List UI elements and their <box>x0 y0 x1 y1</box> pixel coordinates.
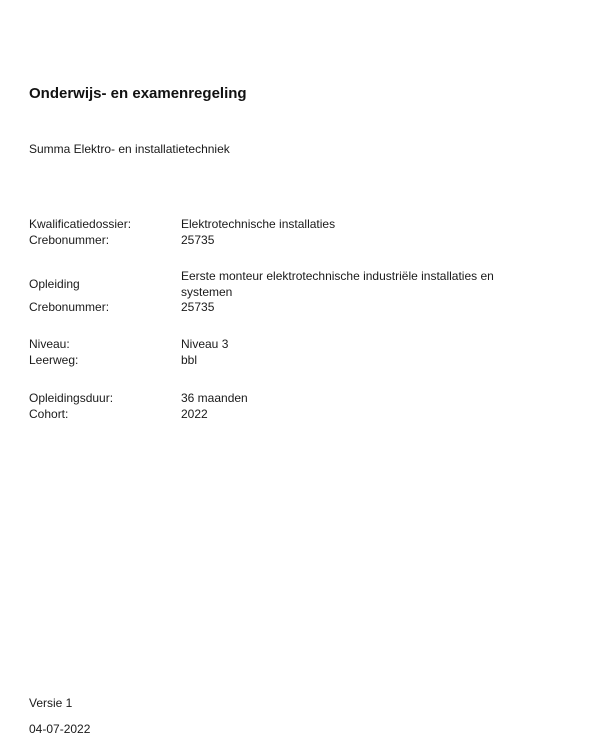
cohort-row <box>29 406 549 422</box>
opleidingsduur-value: 36 maanden <box>181 391 248 405</box>
institution-name: Summa Elektro- en installatietechniek <box>29 142 230 156</box>
leerweg-row <box>29 352 549 368</box>
page-title: Onderwijs- en examenregeling <box>29 85 247 102</box>
kwalificatiedossier-label: Kwalificatiedossier: <box>29 217 132 231</box>
leerweg-value: bbl <box>181 353 198 367</box>
opleiding-value: Eerste monteur elektrotechnische industriële installaties en systemen <box>181 269 494 299</box>
kwalificatiedossier-value: Elektrotechnische installaties <box>181 217 336 231</box>
crebonummer-opleiding-row <box>29 299 549 315</box>
document-date: 04-07-2022 <box>29 722 91 736</box>
opleiding-row <box>29 268 549 300</box>
cohort-value: 2022 <box>181 407 208 421</box>
kwalificatiedossier-row <box>29 216 549 232</box>
niveau-label: Niveau: <box>29 337 70 351</box>
opleidingsduur-row <box>29 390 549 406</box>
niveau-value: Niveau 3 <box>181 337 229 351</box>
crebonummer-dossier-value: 25735 <box>181 233 215 247</box>
crebonummer-opleiding-value: 25735 <box>181 300 215 314</box>
niveau-row <box>29 336 549 352</box>
opleiding-label: Opleiding <box>29 277 80 291</box>
crebonummer-dossier-label: Crebonummer: <box>29 233 110 247</box>
version-text: Versie 1 <box>29 696 73 710</box>
cohort-label: Cohort: <box>29 407 69 421</box>
crebonummer-dossier-row <box>29 232 549 248</box>
leerweg-label: Leerweg: <box>29 353 79 367</box>
crebonummer-opleiding-label: Crebonummer: <box>29 300 110 314</box>
opleidingsduur-label: Opleidingsduur: <box>29 391 114 405</box>
